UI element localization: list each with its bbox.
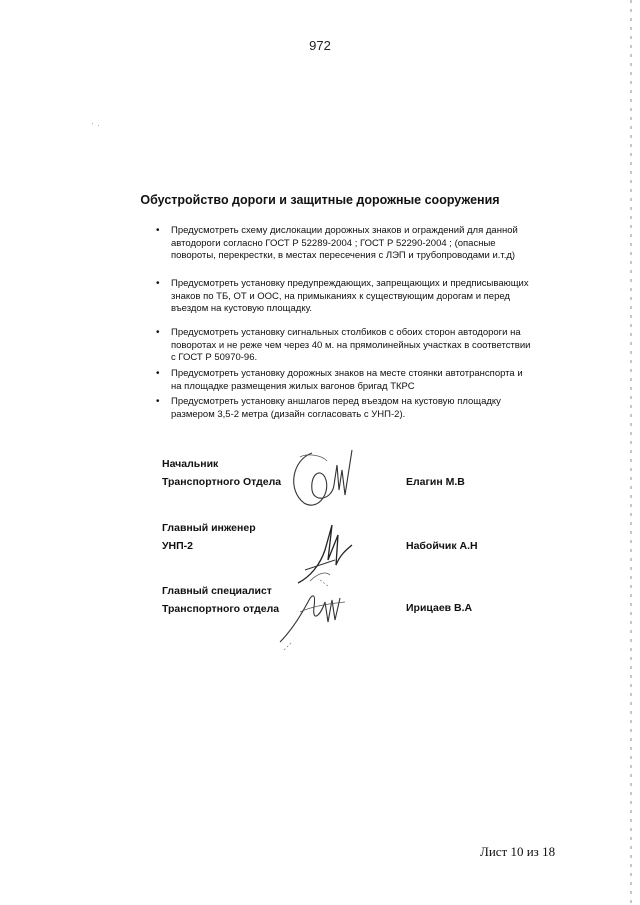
signature-role-title: Главный специалист (162, 585, 272, 597)
signature-role-title: Начальник (162, 458, 219, 470)
list-item-text: Предусмотреть установку предупреждающих, запрещающих и предписывающих знаков по ТБ, ОТ и ООС, на примыканиях к существующим дорогам и перед въездом на кустовую площадку. (171, 278, 529, 314)
bullet-icon: • (156, 396, 160, 407)
bullet-icon: • (156, 368, 160, 379)
list-item (156, 278, 531, 316)
sheet-counter: Лист 10 из 18 (480, 844, 556, 859)
bullet-icon: • (156, 327, 160, 338)
scan-speck (98, 125, 99, 126)
bullet-icon: • (156, 225, 160, 236)
list-item-text: Предусмотреть схему дислокации дорожных знаков и ограждений для данной автодороги согласно ГОСТ Р 52289-2004 ; ГОСТ Р 52290-2004 ; (опасные повороты, перекрестки, в местах пересечения с ЛЭП и трубопроводами и.т.д) (171, 225, 518, 261)
signature-role-department: УНП-2 (162, 540, 193, 552)
signature-name: Ирицаев В.А (406, 602, 473, 614)
signature-role (162, 519, 256, 555)
signature-name: Елагин М.В (406, 476, 465, 488)
list-item-text: Предусмотреть установку аншлагов перед въездом на кустовую площадку размером 3,5-2 метра (дизайн согласовать с УНП-2). (171, 396, 501, 420)
list-item-text: Предусмотреть установку сигнальных столбиков с обоих сторон автодороги на поворотах и не реже чем через 40 м. на прямолинейных участках в соответствии с ГОСТ Р 50970-96. (171, 327, 531, 363)
scan-edge-artifact (630, 0, 632, 905)
section-title: Обустройство дороги и защитные дорожные сооружения (140, 193, 500, 207)
signature-scribble (270, 572, 360, 652)
list-item (156, 327, 531, 365)
signature-role-department: Транспортного отдела (162, 603, 280, 615)
list-item-text: Предусмотреть установку дорожных знаков на месте стоянки автотранспорта и на площадке размещения жилых вагонов бригад ТКРС (171, 368, 523, 392)
signature-role (162, 582, 279, 618)
page-number: 972 (309, 38, 331, 53)
signature-role-title: Главный инженер (162, 522, 256, 534)
signature-role-department: Транспортного Отдела (162, 476, 282, 488)
signature-scribble (282, 445, 362, 515)
signature-role (162, 455, 281, 491)
bullet-icon: • (156, 278, 160, 289)
scan-speck (92, 123, 93, 124)
signature-name: Набойчик А.Н (406, 540, 478, 552)
list-item (156, 396, 531, 421)
list-item (156, 225, 531, 263)
list-item (156, 368, 531, 393)
